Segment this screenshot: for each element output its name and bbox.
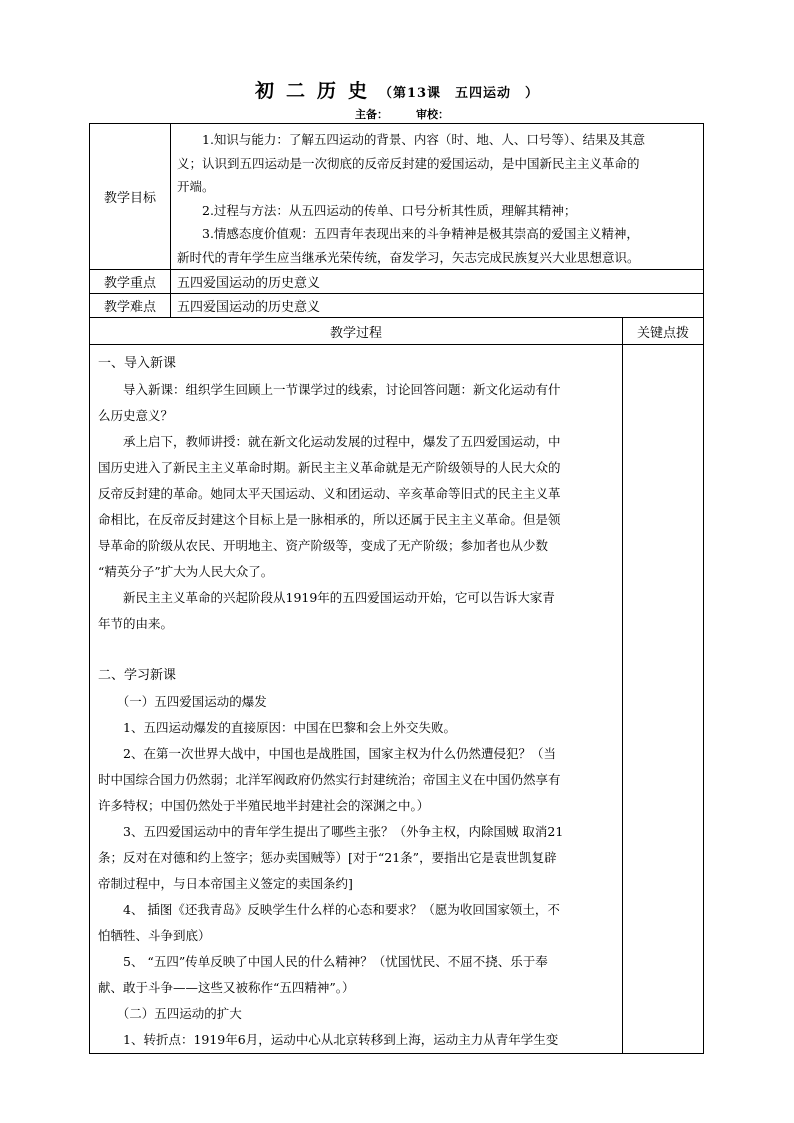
goal-line: 1.知识与能力：了解五四运动的背景、内容（时、地、人、口号等）、结果及其意: [202, 132, 646, 147]
paragraph-line: 承上启下，教师讲授：就在新文化运动发展的过程中，爆发了五四爱国运动，中: [123, 434, 561, 449]
lesson-plan-table: [89, 123, 704, 1054]
question-line: 献、敢于斗争——这些又被称作“五四精神”。）: [98, 980, 355, 995]
paragraph-line: 导革命的阶级从农民、开明地主、资产阶级等，变成了无产阶级；参加者也从少数: [98, 538, 549, 553]
difficulty-label: 教学难点: [90, 294, 171, 318]
subsection-heading: （一）五四爱国运动的爆发: [116, 694, 267, 709]
process-header: 教学过程: [90, 318, 623, 345]
question-line: 3、五四爱国运动中的青年学生提出了哪些主张？（外争主权，内除国贼 取消21: [123, 824, 564, 839]
paragraph-line: 国历史进入了新民主主义革命时期。新民主主义革命就是无产阶级领导的人民大众的: [98, 460, 561, 475]
paragraph-line: 么历史意义？: [98, 408, 174, 423]
paragraph-line: 年节的由来。: [98, 616, 174, 631]
question-line: 许多特权；中国仍然处于半殖民地半封建社会的深渊之中。）: [98, 798, 430, 813]
goals-content: [171, 124, 704, 270]
key-points-text: 五四爱国运动的历史意义: [171, 270, 704, 294]
goal-line: 3.情感态度价值观：五四青年表现出来的斗争精神是极其崇高的爱国主义精神，: [202, 226, 639, 241]
blank-line: [98, 637, 614, 663]
question-line: 怕牺牲、斗争到底）: [98, 928, 211, 943]
goal-line: 义；认识到五四运动是一次彻底的反帝反封建的爱国运动，是中国新民主主义革命的: [177, 155, 640, 171]
goal-line: 2.过程与方法：从五四运动的传单、口号分析其性质，理解其精神；: [202, 202, 577, 218]
key-points-label: 教学重点: [90, 270, 171, 294]
goals-label: 教学目标: [90, 124, 171, 270]
question-line: 1、五四运动爆发的直接原因：中国在巴黎和会上外交失败。: [123, 720, 456, 735]
difficulty-text: 五四爱国运动的历史意义: [171, 294, 704, 318]
paragraph-line: 反帝反封建的革命。她同太平天国运动、义和团运动、辛亥革命等旧式的民主主义革: [98, 486, 561, 501]
tips-header: 关键点拨: [623, 318, 704, 345]
title-main: 初二历史: [254, 80, 379, 102]
question-line: 条；反对在对德和约上签字；惩办卖国贼等）[对于“21条”，要指出它是袁世凯复辟: [98, 850, 557, 865]
tips-column: [623, 345, 704, 1054]
question-line: 1、转折点：1919年6月，运动中心从北京转移到上海，运动主力从青年学生变: [123, 1032, 559, 1047]
author-label: 主备：: [355, 108, 388, 121]
question-line: 帝制过程中，与日本帝国主义签定的卖国条约]: [98, 876, 353, 891]
question-line: 时中国综合国力仍然弱；北洋军阀政府仍然实行封建统治；帝国主义在中国仍然享有: [98, 772, 561, 787]
goal-line: 新时代的青年学生应当继承光荣传统，奋发学习，矢志完成民族复兴大业思想意识。: [177, 249, 640, 265]
subsection-heading: （二）五四运动的扩大: [116, 1006, 242, 1021]
page-title: [0, 76, 794, 103]
author-line: [355, 106, 449, 122]
section-heading: 二、学习新课: [98, 668, 177, 683]
reviewer-label: 审校：: [416, 108, 449, 121]
goal-line: 开端。: [177, 179, 215, 194]
question-line: 2、在第一次世界大战中，中国也是战胜国，国家主权为什么仍然遭侵犯？（当: [123, 746, 556, 761]
paragraph-line: 导入新课：组织学生回顾上一节课学过的线索，讨论回答问题：新文化运动有什: [123, 382, 561, 397]
paragraph-line: “精英分子”扩大为人民大众了。: [98, 564, 274, 579]
process-content: [90, 345, 623, 1054]
title-sub: （第13课 五四运动 ）: [378, 86, 540, 101]
section-heading: 一、导入新课: [98, 356, 177, 371]
question-line: 5、 “五四”传单反映了中国人民的什么精神？（忧国忧民、不屈不挠、乐于奉: [123, 954, 548, 969]
paragraph-line: 新民主主义革命的兴起阶段从1919年的五四爱国运动开始，它可以告诉大家青: [123, 590, 555, 605]
paragraph-line: 命相比，在反帝反封建这个目标上是一脉相承的，所以还属于民主主义革命。但是领: [98, 512, 561, 527]
question-line: 4、 插图《还我青岛》反映学生什么样的心态和要求？（愿为收回国家领土，不: [123, 902, 560, 917]
